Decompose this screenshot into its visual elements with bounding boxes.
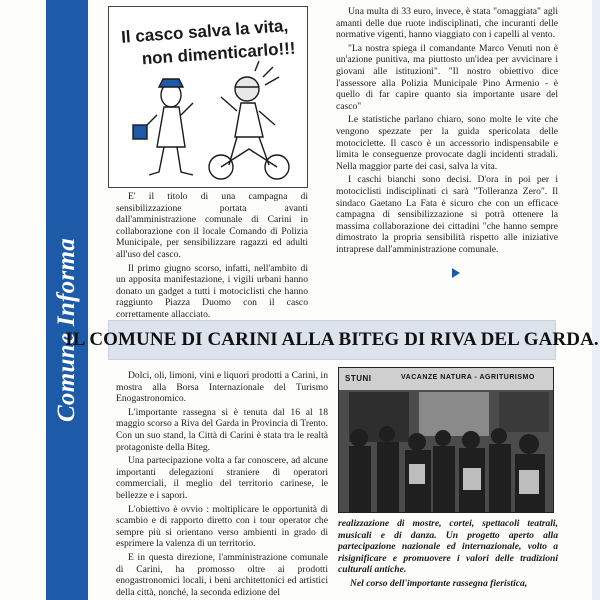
paragraph: Una multa di 33 euro, invece, è stata "omaggiata" agli amanti delle due ruote indisciplinati, che incuranti delle normative vigenti, hanno viaggiato con i capelli al vento. (336, 6, 558, 41)
photo-sign-left: STUNI (345, 374, 372, 383)
section-banner (65, 320, 599, 360)
article-left-top (116, 191, 308, 323)
biker-figure (209, 61, 289, 179)
page-edge (592, 0, 600, 600)
paragraph: Dolci, oli, limoni, vini e liquori prodotti a Carini, in mostra alla Borsa Internazionale del Turismo Enogastronomico. (116, 370, 328, 405)
officer-figure (133, 79, 193, 175)
photo-sign-right: VACANZE NATURA - AGRITURISMO (401, 374, 535, 381)
sidebar-title: Comune Informa (53, 237, 80, 423)
biteg-stand-photo (338, 367, 554, 513)
paragraph: "La nostra spiega il comandante Marco Venuti non è un'azione punitiva, ma piuttosto un'idea per avvicinare i giovani alle istituzioni". "Il nostro obiettivo dice l'assessore alla Polizia Municipale Pino Armenio - è quello di far capire quanto sia importante usare del casco" (336, 42, 558, 112)
paragraph: Nel corso dell'importante rassegna fieristica, (350, 577, 528, 589)
cartoon-caption-line1: Il casco salva la vita, (120, 16, 289, 47)
paragraph: I caschi bianchi sono decisi. D'ora in poi per i motociclisti indisciplinati ci sarà "Tolleranza Zero". Il sindaco Gaetano La Fata è sicuro che con un efficace campagna di sensibilizzazione si potrà ottenere la massima collaborazione dei cittadini "che hanno sempre dimostrato la propria sensibilità rispetto alle iniziative intraprese dall'amministrazione comunale. (336, 174, 558, 255)
article-left-bottom (116, 370, 328, 600)
paragraph: Le statistiche parlano chiaro, sono molte le vite che vengono spezzate per la guida spericolata delle motociclette. Il casco è un accessorio indispensabile e limita le conseguenze provocate dagli incidenti stradali. Nella maggior parte dei casi, salva la vita. (336, 114, 558, 172)
article-right-top (336, 6, 558, 257)
paragraph: L'obiettivo è ovvio : moltiplicare le opportunità di scambio e di rapporto diretto con i tour operator che sempre più si orientano verso ambienti in grado di esprimere la valenza di un territorio. (116, 503, 328, 550)
paragraph: E' il titolo di una campagna di sensibilizzazione portata avanti dall'amministrazione comunale di Carini in collaborazione con il locale Comando di Polizia Municipale, per sensibilizzare ragazzi ed adulti all'uso del casco. (116, 191, 308, 260)
paragraph: Una partecipazione volta a far conoscere, ad alcune importanti delegazioni straniere di operatori commerciali, il meglio del territorio carinese, le bellezze e i sapori. (116, 455, 328, 501)
end-of-article-icon (452, 268, 460, 278)
paragraph: realizzazione di mostre, cortei, spettacoli teatrali, musicali e di danza. Un progetto aperto alla partecipazione nazionale ed internazionale, volto a risignificare e promuovere i valori delle tradizioni culturali antiche. (338, 518, 558, 576)
paragraph: E in questa direzione, l'amministrazione comunale di Carini, ha promosso oltre ai prodotti enogastronomici locali, i beni architettonici ed artistici della città, nonché, la seconda edizione del (116, 551, 328, 598)
paragraph: L'importante rassegna si è tenuta dal 16 al 18 maggio scorso a Riva del Garda in Provincia di Trento. Con un suo stand, la Città di Carini è stata tra le realtà protagoniste della Biteg. (116, 406, 328, 453)
article-right-bottom (338, 518, 558, 592)
paragraph: Il primo giugno scorso, infatti, nell'ambito di un apposita manifestazione, i vigili urbani hanno donato un gadget a tutti i motociclisti che hanno raggiunto Piazza Duomo con il casco correttamente allacciato. (116, 262, 308, 320)
helmet-cartoon (108, 6, 308, 188)
banner-title: IL COMUNE DI CARINI ALLA BITEG DI RIVA DEL GARDA. (65, 329, 599, 350)
cartoon-caption-line2: non dimenticarlo!!! (141, 38, 297, 69)
